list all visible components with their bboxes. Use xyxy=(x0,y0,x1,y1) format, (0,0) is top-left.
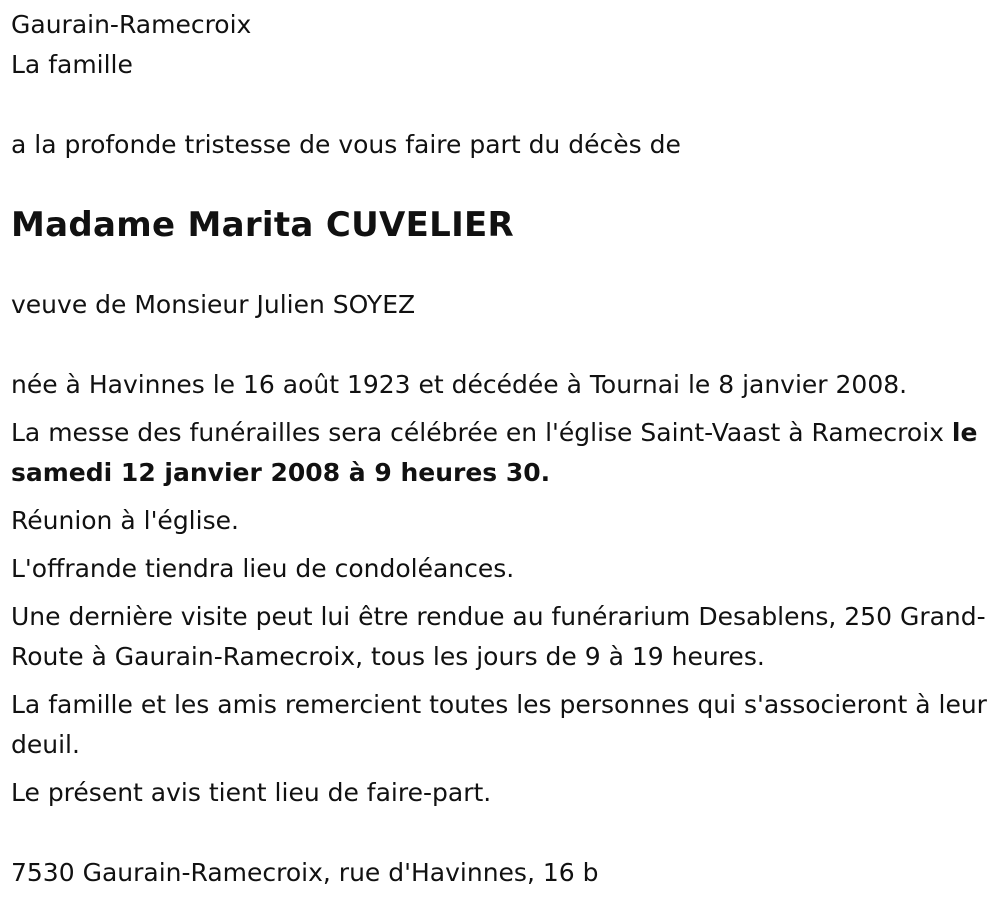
meeting-line: Réunion à l'église. xyxy=(11,506,239,535)
family-line: La famille xyxy=(11,50,133,79)
family-address: 7530 Gaurain-Ramecroix, rue d'Havinnes, 16 b xyxy=(11,858,599,887)
funeral-date-time: le samedi 12 janvier 2008 à 9 heures 30. xyxy=(11,418,978,487)
notice-location: Gaurain-Ramecroix xyxy=(11,10,252,39)
funeral-location: La messe des funérailles sera célébrée en l'église Saint-Vaast à Ramecroix xyxy=(11,418,952,447)
thanks-message: La famille et les amis remercient toutes les personnes qui s'associeront à leur deuil. xyxy=(11,690,987,759)
offering-line: L'offrande tiendra lieu de condoléances. xyxy=(11,554,515,583)
notice-note: Le présent avis tient lieu de faire-part. xyxy=(11,778,492,807)
announcement-intro: a la profonde tristesse de vous faire part du décès de xyxy=(11,130,681,159)
birth-death-line: née à Havinnes le 16 août 1923 et décédée à Tournai le 8 janvier 2008. xyxy=(11,370,908,399)
funeral-details xyxy=(11,413,996,493)
spouse-line: veuve de Monsieur Julien SOYEZ xyxy=(11,290,416,319)
deceased-name: Madame Marita CUVELIER xyxy=(11,205,515,245)
visit-details: Une dernière visite peut lui être rendue au funérarium Desablens, 250 Grand-Route à Gaurain-Ramecroix, tous les jours de 9 à 19 heures. xyxy=(11,602,986,671)
